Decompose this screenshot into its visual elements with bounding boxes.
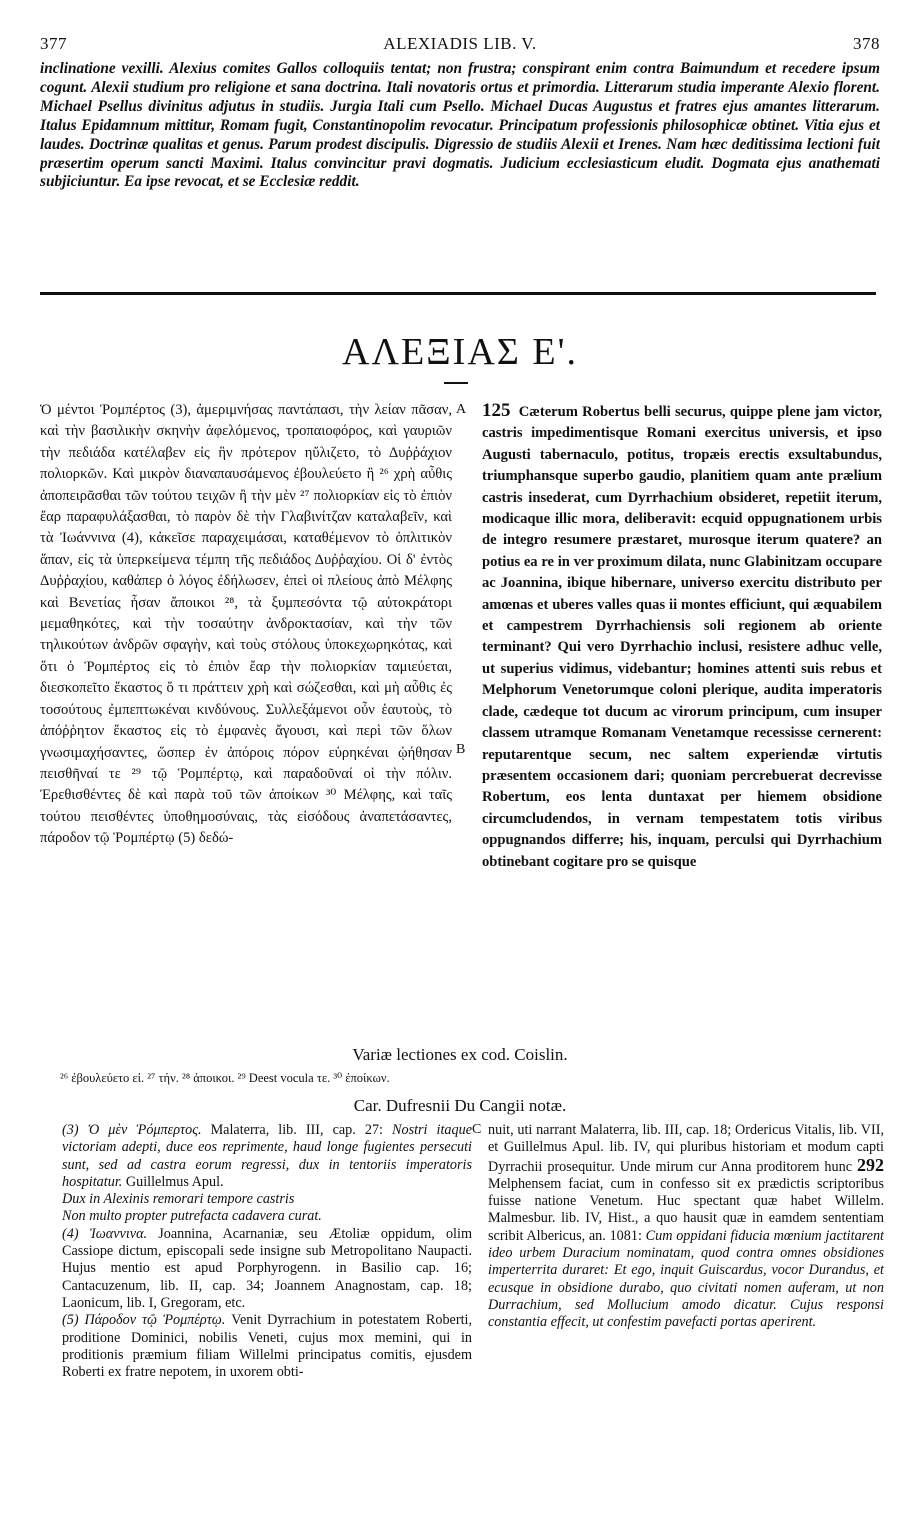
note-5-text: Venit Dyrrachium in potestatem Roberti, proditione Dominici, nobilis Veneti, cujus mox memini, qui in proditionis præmium filiam Willelmi principatus comitis, ejusdem Roberti ex fratre nepotem, in uxorem obti-: [62, 1312, 472, 1381]
notes-heading: Car. Dufresnii Du Cangii notæ.: [353, 1096, 567, 1115]
note-3-text2: Guillelmus Apul.: [122, 1173, 224, 1190]
margin-mark-a: A: [456, 402, 467, 417]
note-5: [62, 1312, 472, 1381]
note-5-lemma: (5) Πάροδον τῷ Ῥομπέρτῳ.: [62, 1312, 226, 1329]
latin-page-number: 125: [482, 400, 511, 421]
note-3-verse-1: Dux in Alexinis remorari tempore castris: [62, 1191, 295, 1208]
running-title: ALEXIADIS LIB. V.: [383, 34, 537, 53]
note-3: [62, 1122, 472, 1191]
running-head: [40, 34, 880, 56]
note-5-cont-quote: Cum oppidani fiducia mœnium jactitarent ideo urbem Duracium nominatam, quod contra omnes obsidiones imperterrita duraret: Et ego, inquit Guiscardus, vocor Durandus, et ecusque in obsidione durabo, quo civitati nomen auferam, ut non Durrachium, sed Mollucium amodo dicatur. Cujus responsi constantia effecit, ut confestim pavefacti portas aperirent.: [488, 1227, 884, 1331]
latin-text: Cæterum Robertus belli securus, quippe plene jam victor, castris impedimentisque Romani exercitus universis, et ipso Augusti tabernaculo, potitus, tropæis erectis exsultabundus, triumphansque superbo gaudio, planitiem quam ante prælium castris insederat, cum Dyrrhachium obsideret, repetiit iterum, modicaque illic mora, deliberavit: ecquid oppugnationem urbis de integro resumere præstaret, murosque iterum quatere? an potius ea re in ver proximum dilata, nunc Glabinitzam occupare ac Joannina, ibique hibernare, universo exercitu distributo per amœnas et uberes valles quas ii montes efficiunt, qui æquabilem et campestrem Dyrrhachiensis soli regionem ab oriente terminant? Qui vero Dyrrhachio inclusi, resistere adhuc velle, ut superius vidimus, videbantur; homines attenti suis rebus et Melphorum Venetorumque coloni plerique, audita imperatoris clade, cædeque tot ducum ac virorum principum, cum insuper classem utramque Romanam Venetamque recessisse cernerent: reputarentque secum, nec saltem experiendæ virtutis præsentem occasionem dari; quoniam percrebuerat decrevisse Robertum, eos lenta duntaxat per hiemem obsidione circumcludendos, in vernam tempestatem totis viribus oppugnandos differre; his, inquam, perculsi qui Dyrrhachium obtinebant cogitare pro se quisque: [482, 404, 882, 870]
note-4: [62, 1226, 472, 1312]
note-5-cont-text2: Melphensem faciat, cum in confesso sit ex prædictis scriptoribus fuisse natione Venetum. Huc spectant quæ habet Willelm. Malmesbur. lib. IV, Hist., a quo hausit quæ in eamdem sententiam scribit Albericus, an. 1081:: [488, 1175, 884, 1244]
notes-right-column: [488, 1122, 884, 1527]
margin-mark-b: B: [456, 742, 466, 757]
latin-column: [482, 400, 882, 1042]
note-3-verse-2: Non multo propter putrefacta cadavera curat.: [62, 1208, 322, 1225]
book-title: ΑΛΕΞΙΑΣ Ε'.: [342, 331, 578, 373]
note-5-continued: [488, 1122, 884, 1332]
title-underline: [444, 382, 468, 384]
greek-column: Ὁ μέντοι Ῥομπέρτος (3), ἀμεριμνήσας παντάπασι, τὴν λείαν πᾶσαν, καὶ τὴν βασιλικὴν σκηνὴν ἀφελόμενος, τροπαιοφόρος, καὶ γαυριῶν τὴν πεδιάδα κατέλαβεν εἰς ἣν πρότερον ηὔλιζετο, τὸ Δυῤῥάχιον πολιορκῶν. Καὶ μικρὸν διαναπαυσάμενος ἐβουλεύετο ἢ ²⁶ χρὴ αὖθις ἀποπειρᾶσθαι τῶν τούτου τειχῶν ἢ τὴν μὲν ²⁷ πολιορκίαν εἰς τὸ ἐπιὸν ἔαρ παραφυλάξασθαι, τὸ παρὸν δὲ τὴν Γλαβινίτζαν καταλαβεῖν, καὶ τὰ Ἰωάννινα (4), κἀκεῖσε παραχειμάσαι, καταθέμενον τὸ ὁπλιτικὸν ἅπαν, εἰς τὰ ὑπερκείμενα τέμπη τῆς πεδιάδος Δυῤῥαχίου. Οἱ δ' ἐντὸς Δυῤῥαχίου, καθάπερ ὁ λόγος ἐδήλωσεν, ἐπεὶ οἱ πλείους ἀπὸ Μέλφης καὶ Βενετίας ἦσαν ἄποικοι ²⁸, τὰ ξυμπεσόντα τῷ αὐτοκράτορι μεμαθηκότες, καὶ τὴν τοσαύτην ἀνδροκτασίαν, καὶ τὴν τῶν τηλικούτων ἀνδρῶν σφαγὴν, καὶ τοὺς στόλους ὑποκεχωρηκότας, καὶ ὅτι ὁ Ῥομπέρτος εἰς τὸ ἐπιὸν ἔαρ τὴν πολιορκίαν ταμιεύεται, διεσκοπεῖτο ἕκαστος ὅ τι πράττειν χρὴ καὶ σώζεσθαι, καὶ μὴ αὖθις ἐς τοσούτους ἐμπεπτωκέναι κινδύνους. Συλλεξάμενοι οὖν ἑαυτοὺς, τὸ ἀπόῤῥητον ἕκαστος εἰς τὸ ἐμφανὲς ἄγουσι, καὶ περὶ τῶν ὅλων γνωσιμαχήσαντες, ὥσπερ ἐν ἀπόροις πόρον εὑρηκέναι ᾠήθησαν πεισθῆναί τε ²⁹ τῷ Ῥομπέρτῳ, καὶ παραδοῦναί οἱ τὴν πόλιν. Ἐρεθισθέντες δὲ καὶ παρὰ τοῦ τῶν ἀποίκων ³⁰ Μέλφης, καὶ ταῖς τούτου πεισθέντες ὑποθημοσύναις, τὰς εἰσόδους ἀναπετάσαντες, πάροδον τῷ Ῥομπέρτῳ (5) δεδώ-: [40, 402, 452, 847]
right-page-number: 378: [853, 34, 880, 53]
note-3-text: Malaterra, lib. III, cap. 27:: [201, 1122, 393, 1138]
note-4-lemma: (4) Ἰωαννινα.: [62, 1225, 148, 1242]
variants-heading: Variæ lectiones ex cod. Coislin.: [352, 1045, 568, 1064]
note-4-text: Joannina, Acarnaniæ, seu Ætoliæ oppidum, olim Cassiope dictum, episcopali sede insigne sub Metropolitano Naupacti. Hujus mentio est apud Porphyrogenn. in Basilio cap. 16; Cantacuzenum, lib. II, cap. 34; Joannem Anagnostam, cap. 18; Laonicum, lib. I, Gregoram, etc.: [62, 1225, 472, 1311]
note-5-cont-text: nuit, uti narrant Malaterra, lib. III, cap. 18; Ordericus Vitalis, lib. VII, et Guillelmus Apul. lib. IV, qui pluribus historiam et modum capti Dyrrachii prosequitur. Unde mirum cur Anna proditorem hunc: [488, 1122, 884, 1175]
note-3-quote: Nostri itaque victoriam adepti, duce eos reprimente, haud longe fugientes persecuti sunt, sed ad castra eorum regressi, dux in tentoriis imperatoris hospitatur.: [62, 1122, 472, 1190]
notes-left-column: [62, 1122, 472, 1527]
variant-readings: ²⁶ ἐβουλεύετο εἰ. ²⁷ τήν. ²⁸ ἀποικοι. ²⁹ Deest vocula τε. ³⁰ ἐποίκων.: [60, 1071, 390, 1085]
section-divider: [40, 292, 876, 295]
notes-page-number: 292: [857, 1154, 884, 1175]
note-3-lemma: (3) Ὁ μὲν Ῥόμπερτος.: [62, 1122, 202, 1138]
chapter-summary: inclinatione vexilli. Alexius comites Gallos colloquiis tentat; non frustra; conspirant enim contra Baimundum et recedere ipsum cogunt. Alexii studium pro religione et sana doctrina. Itali novatoris ortus et primordia. Litterarum studia imperante Alexio florent. Michael Psellus divinitus adjutus in studiis. Jurgia Itali cum Psello. Michael Ducas Augustus et fratres ejus amantes litterarum. Italus Epidamnum mittitur, Romam fugit, Constantinopolim revocatur. Principatum professionis philosophicæ obtinet. Vitia ejus et laudes. Doctrinæ qualitas et genus. Parum prodest discipulis. Digressio de studiis Alexii et Irenes. Nam hæc deditissima lectioni fuit præsertim operum sancti Maximi. Italus convincitur pravi dogmatis. Judicium ecclesiasticum eludit. Dogmata ejus anathemati subjiciuntur. Ea ipse revocat, et se Ecclesiæ reddit.: [40, 60, 880, 191]
margin-mark-c: C: [472, 1122, 482, 1137]
left-page-number: 377: [40, 34, 67, 53]
